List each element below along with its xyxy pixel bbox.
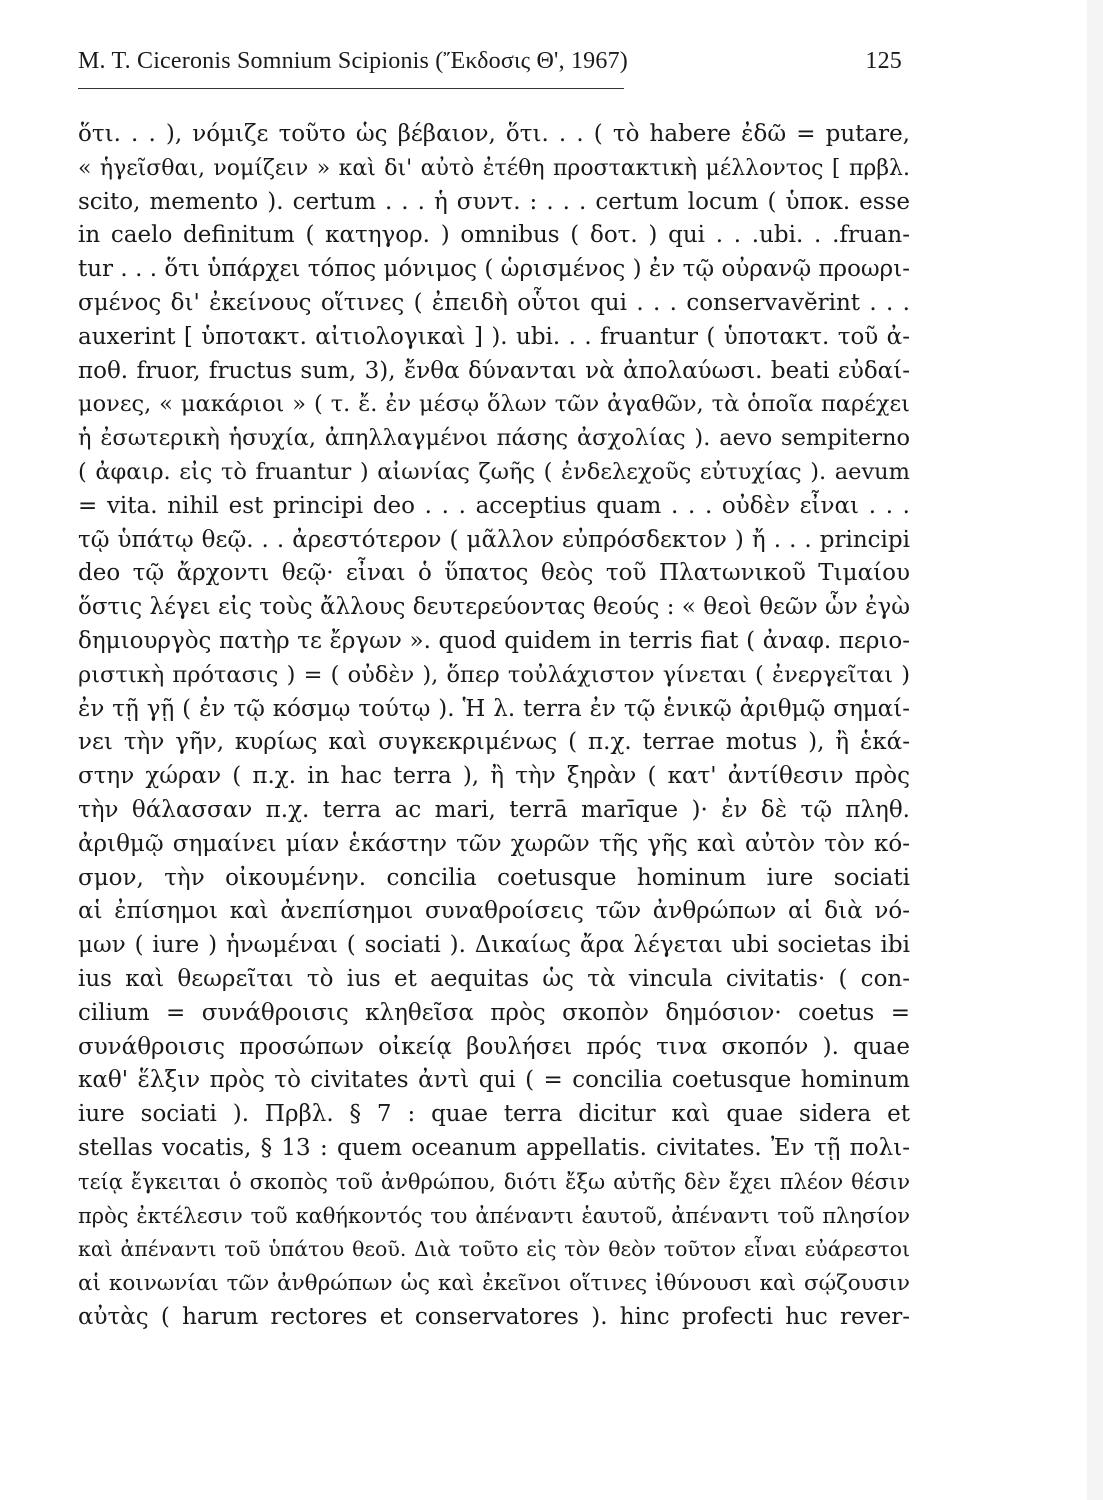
text-line: τῷ ὑπάτῳ θεῷ. . . ἀρεστότερον ( μᾶλλον εὐπρόσδεκτον ) ἤ . . . principi (78, 526, 910, 553)
text-line: cilium = συνάθροισις κληθεῖσα πρὸς σκοπὸν δημόσιον· coetus = (78, 999, 910, 1026)
text-line: τὴν θάλασσαν π.χ. terra ac mari, terrā marīque )· ἐν δὲ τῷ πληθ. (78, 796, 910, 823)
text-line: συνάθροισις προσώπων οἰκείᾳ βουλήσει πρός τινα σκοπόν ). quae (78, 1033, 910, 1060)
text-line: = vita. nihil est principi deo . . . acceptius quam . . . οὐδὲν εἶναι . . . (78, 492, 910, 519)
running-title: M. T. Ciceronis Somnium Scipionis (Ἔκδοσις Θ', 1967) (78, 48, 628, 74)
page-number: 125 (865, 48, 902, 74)
text-line: σμον, τὴν οἰκουμένην. concilia coetusque hominum iure sociati (78, 864, 910, 891)
page-edge (1087, 0, 1103, 1500)
text-line: scito, memento ). certum . . . ἡ συντ. : . . . certum locum ( ὑποκ. esse (78, 188, 910, 215)
text-line: ( ἀφαιρ. εἰς τὸ fruantur ) αἰωνίας ζωῆς ( ἐνδελεχοῦς εὐτυχίας ). aevum (78, 458, 910, 485)
text-line: αὐτὰς ( harum rectores et conservatores ). hinc profecti huc rever- (78, 1303, 910, 1330)
text-line: σμένος δι' ἐκείνους οἵτινες ( ἐπειδὴ οὗτοι qui . . . conservavĕrint . . . (78, 289, 910, 316)
text-line: ius καὶ θεωρεῖται τὸ ius et aequitas ὡς τὰ vincula civitatis· ( con- (78, 965, 910, 992)
text-line: ὅτι. . . ), νόμιζε τοῦτο ὡς βέβαιον, ὅτι. . . ( τὸ habere ἐδῶ = putare, (78, 121, 910, 147)
body-text (78, 118, 910, 1368)
text-line: νει τὴν γῆν, κυρίως καὶ συγκεκριμένως ( π.χ. terrae motus ), ἢ ἑκά- (78, 729, 910, 756)
text-line: μων ( iure ) ἡνωμέναι ( sociati ). Δικαίως ἄρα λέγεται ubi societas ibi (78, 932, 910, 959)
text-line: iure sociati ). Πρβλ. § 7 : quae terra dicitur καὶ quae sidera et (78, 1101, 910, 1128)
text-line: tur . . . ὅτι ὑπάρχει τόπος μόνιμος ( ὡρισμένος ) ἐν τῷ οὐρανῷ προωρι- (78, 256, 910, 283)
text-line: « ἡγεῖσθαι, νομίζειν » καὶ δι' αὐτὸ ἐτέθη προστακτικὴ μέλλοντος [ πρβλ. (78, 155, 910, 181)
text-line (78, 1335, 910, 1369)
text-line: καθ' ἕλξιν πρὸς τὸ civitates ἀντὶ qui ( = concilia coetusque hominum (78, 1067, 910, 1094)
text-line: δημιουργὸς πατὴρ τε ἔργων ». quod quidem in terris fiat ( ἀναφ. περιο- (78, 627, 910, 654)
page-header (78, 48, 902, 75)
text-line: ριστικὴ πρότασις ) = ( οὐδὲν ), ὅπερ τοὐλάχιστον γίνεται ( ἐνεργεῖται ) (78, 661, 910, 688)
text-line: in caelo definitum ( κατηγορ. ) omnibus ( δοτ. ) qui . . .ubi. . .fruan- (78, 222, 910, 249)
text-line: αἱ κοινωνίαι τῶν ἀνθρώπων ὡς καὶ ἐκεῖνοι οἵτινες ἰθύνουσι καὶ σῴζουσιν (78, 1271, 910, 1297)
text-line: deo τῷ ἄρχοντι θεῷ· εἶναι ὁ ὕπατος θεὸς τοῦ Πλατωνικοῦ Τιμαίου (78, 560, 910, 587)
text-line: καὶ ἀπέναντι τοῦ ὑπάτου θεοῦ. Διὰ τοῦτο εἰς τὸν θεὸν τοῦτον εἶναι εὐάρεστοι (78, 1237, 910, 1262)
text-line: stellas vocatis, § 13 : quem oceanum appellatis. civitates. Ἐν τῇ πολι- (78, 1134, 910, 1161)
text-line: πρὸς ἐκτέλεσιν τοῦ καθήκοντός του ἀπέναντι ἑαυτοῦ, ἀπέναντι τοῦ πλησίον (78, 1203, 910, 1228)
text-line: auxerint [ ὑποτακτ. αἰτιολογικαὶ ] ). ubi. . . fruantur ( ὑποτακτ. τοῦ ἀ- (78, 323, 910, 350)
text-line: ἡ ἐσωτερικὴ ἡσυχία, ἀπηλλαγμένοι πάσης ἀσχολίας ). aevo sempiterno (78, 425, 910, 452)
text-line: τείᾳ ἔγκειται ὁ σκοπὸς τοῦ ἀνθρώπου, διότι ἔξω αὐτῆς δὲν ἔχει πλέον θέσιν (78, 1169, 910, 1194)
text-line: ἐν τῇ γῇ ( ἐν τῷ κόσμῳ τούτῳ ). Ἡ λ. terra ἐν τῷ ἑνικῷ ἀριθμῷ σημαί- (78, 695, 910, 722)
text-line: ὅστις λέγει εἰς τοὺς ἄλλους δευτερεύοντας θεούς : « θεοὶ θεῶν ὧν ἐγὼ (78, 594, 910, 621)
header-rule (78, 88, 624, 89)
text-line: μονες, « μακάριοι » ( τ. ἔ. ἐν μέσῳ ὅλων τῶν ἀγαθῶν, τὰ ὁποῖα παρέχει (78, 391, 910, 418)
text-line: ἀριθμῷ σημαίνει μίαν ἑκάστην τῶν χωρῶν τῆς γῆς καὶ αὐτὸν τὸν κό- (78, 830, 910, 857)
text-line: στην χώραν ( π.χ. in hac terra ), ἢ τὴν ξηρὰν ( κατ' ἀντίθεσιν πρὸς (78, 763, 910, 790)
text-line: αἱ ἐπίσημοι καὶ ἀνεπίσημοι συναθροίσεις τῶν ἀνθρώπων αἱ διὰ νό- (78, 898, 910, 925)
text-line: ποθ. fruor, fructus sum, 3), ἔνθα δύνανται νὰ ἀπολαύωσι. beati εὐδαί- (78, 357, 910, 384)
